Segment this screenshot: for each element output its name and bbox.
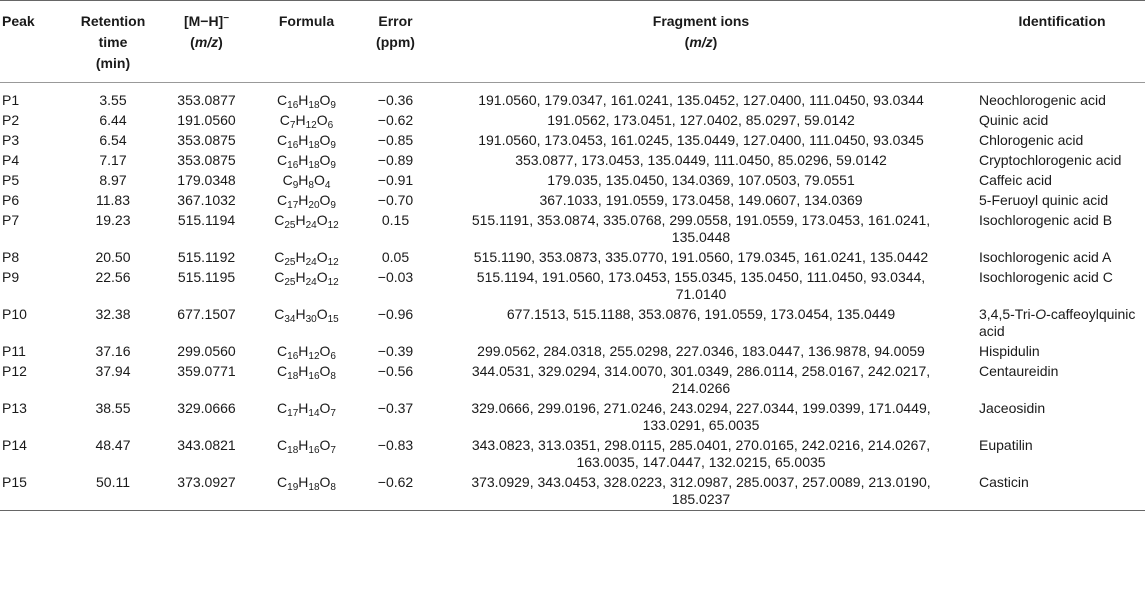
formula-element: O bbox=[319, 400, 331, 416]
cell-retention-time: 37.94 bbox=[95, 363, 131, 379]
cell-peak: P13 bbox=[2, 400, 27, 416]
cell-identification: Neochlorogenic acid bbox=[979, 92, 1106, 108]
cell-formula bbox=[255, 305, 358, 342]
fragment-ions-text: 329.0666, 299.0196, 271.0246, 243.0294, 227.0344, 199.0399, 171.0449, 133.0291, 65.0035 bbox=[471, 400, 931, 433]
formula-element: O bbox=[316, 249, 328, 265]
formula-element: C bbox=[277, 400, 288, 416]
cell-fragment-ions bbox=[433, 473, 969, 511]
cell-mass: 299.0560 bbox=[177, 343, 236, 359]
cell-fragment-ions bbox=[433, 305, 969, 342]
header-fragment-ions: Fragment ions (m/z) bbox=[652, 13, 750, 50]
header-row bbox=[0, 1, 1145, 83]
header-peak: Peak bbox=[2, 13, 35, 29]
fragment-ions-text: 373.0929, 343.0453, 328.0223, 312.0987, 285.0037, 257.0089, 213.0190, 185.0237 bbox=[471, 474, 931, 507]
cell-formula bbox=[255, 111, 358, 131]
formula-element: C bbox=[274, 212, 285, 228]
formula-element: H bbox=[295, 249, 306, 265]
formula-element: C bbox=[277, 363, 288, 379]
cell-peak: P14 bbox=[2, 437, 27, 453]
cell-peak: P1 bbox=[2, 92, 20, 108]
formula-element: C bbox=[277, 132, 288, 148]
table-row bbox=[0, 436, 1145, 473]
fragment-ions-text: 179.035, 135.0450, 134.0369, 107.0503, 79.0551 bbox=[547, 172, 855, 188]
cell-mass: 353.0875 bbox=[177, 152, 236, 168]
fragment-ions-text: 515.1190, 353.0873, 335.0770, 191.0560, 179.0345, 161.0241, 135.0442 bbox=[473, 249, 929, 265]
cell-identification: Caffeic acid bbox=[979, 172, 1052, 188]
formula-element: H bbox=[298, 400, 309, 416]
formula-subscript: 8 bbox=[330, 371, 336, 382]
formula-element: H bbox=[298, 437, 309, 453]
formula-subscript: 20 bbox=[308, 200, 320, 211]
header-rt-line3: (min) bbox=[95, 55, 131, 71]
formula-element: O bbox=[319, 192, 331, 208]
cell-error: −0.70 bbox=[377, 192, 414, 208]
cell-error: −0.36 bbox=[377, 92, 414, 108]
formula-element: C bbox=[274, 249, 285, 265]
cell-mass: 515.1192 bbox=[177, 249, 236, 265]
table-body bbox=[0, 83, 1145, 511]
formula-subscript: 9 bbox=[292, 180, 299, 191]
cell-mass: 329.0666 bbox=[177, 400, 236, 416]
table-row bbox=[0, 211, 1145, 248]
cell-identification bbox=[969, 305, 1145, 342]
formula-element: H bbox=[295, 269, 306, 285]
cell-mass: 367.1032 bbox=[177, 192, 236, 208]
cell-identification: Quinic acid bbox=[979, 112, 1049, 128]
cell-formula bbox=[255, 83, 358, 111]
cell-formula bbox=[255, 151, 358, 171]
formula-subscript: 16 bbox=[287, 160, 299, 171]
cell-peak: P8 bbox=[2, 249, 20, 265]
fragment-ions-text: 344.0531, 329.0294, 314.0070, 301.0349, 286.0114, 258.0167, 242.0217, 214.0266 bbox=[471, 363, 931, 396]
formula-subscript: 7 bbox=[330, 408, 336, 419]
formula-element: O bbox=[319, 152, 331, 168]
cell-retention-time: 7.17 bbox=[99, 152, 127, 168]
cell-mass: 343.0821 bbox=[177, 437, 236, 453]
formula-subscript: 6 bbox=[330, 351, 336, 362]
cell-peak: P12 bbox=[2, 363, 27, 379]
formula-subscript: 12 bbox=[305, 120, 317, 131]
formula-element: O bbox=[319, 92, 331, 108]
cell-fragment-ions bbox=[433, 151, 969, 171]
cell-fragment-ions bbox=[433, 436, 969, 473]
cell-error: −0.96 bbox=[377, 306, 414, 322]
cell-fragment-ions bbox=[433, 111, 969, 131]
cell-formula bbox=[255, 268, 358, 305]
formula-subscript: 9 bbox=[330, 100, 336, 111]
fragment-ions-text: 353.0877, 173.0453, 135.0449, 111.0450, 85.0296, 59.0142 bbox=[515, 152, 887, 168]
cell-formula bbox=[255, 436, 358, 473]
cell-error: −0.56 bbox=[377, 363, 414, 379]
header-mz-main: [M−H] bbox=[183, 13, 224, 29]
table-row bbox=[0, 111, 1145, 131]
fragment-ions-text: 515.1191, 353.0874, 335.0768, 299.0558, 191.0559, 173.0453, 161.0241, 135.0448 bbox=[471, 212, 931, 245]
cell-fragment-ions bbox=[433, 248, 969, 268]
formula-element: O bbox=[316, 112, 328, 128]
header-formula: Formula bbox=[278, 13, 335, 29]
formula-subscript: 16 bbox=[308, 445, 320, 456]
formula-element: O bbox=[319, 363, 331, 379]
formula-subscript: 16 bbox=[287, 351, 299, 362]
fragment-ions-text: 191.0560, 179.0347, 161.0241, 135.0452, 127.0400, 111.0450, 93.0344 bbox=[478, 92, 924, 108]
header-error-line1: Error bbox=[378, 13, 413, 29]
cell-retention-time: 22.56 bbox=[95, 269, 131, 285]
cell-mass: 359.0771 bbox=[177, 363, 236, 379]
header-error-line2: (ppm) bbox=[376, 34, 415, 50]
cell-fragment-ions bbox=[433, 131, 969, 151]
formula-element: O bbox=[319, 343, 331, 359]
cell-retention-time: 8.97 bbox=[99, 172, 127, 188]
cell-identification: Cryptochlorogenic acid bbox=[979, 152, 1122, 168]
formula-element: C bbox=[277, 474, 288, 490]
cell-identification: Isochlorogenic acid C bbox=[979, 269, 1113, 285]
formula-element: O bbox=[319, 132, 331, 148]
cell-identification: Hispidulin bbox=[979, 343, 1040, 359]
cell-error: −0.89 bbox=[377, 152, 414, 168]
cell-peak: P10 bbox=[2, 306, 27, 322]
cell-identification: Jaceosidin bbox=[979, 400, 1046, 416]
cell-identification: Isochlorogenic acid A bbox=[979, 249, 1112, 265]
cell-identification: Eupatilin bbox=[979, 437, 1033, 453]
cell-peak: P15 bbox=[2, 474, 27, 490]
cell-mass: 677.1507 bbox=[177, 306, 236, 322]
formula-subscript: 18 bbox=[308, 160, 320, 171]
cell-peak: P7 bbox=[2, 212, 20, 228]
cell-peak: P2 bbox=[2, 112, 20, 128]
table-row bbox=[0, 191, 1145, 211]
formula-element: H bbox=[298, 192, 309, 208]
formula-subscript: 15 bbox=[327, 314, 339, 325]
header-mz-sup: − bbox=[223, 13, 230, 24]
cell-identification: Casticin bbox=[979, 474, 1029, 490]
formula-element: O bbox=[319, 474, 331, 490]
cell-error: −0.39 bbox=[377, 343, 414, 359]
cell-peak: P5 bbox=[2, 172, 20, 188]
header-error bbox=[358, 1, 433, 83]
formula-element: C bbox=[277, 152, 288, 168]
formula-subscript: 25 bbox=[284, 277, 296, 288]
header-mass: [M−H]− (m/z) bbox=[183, 13, 230, 50]
formula-subscript: 17 bbox=[287, 200, 299, 211]
cell-retention-time: 11.83 bbox=[96, 192, 130, 208]
formula-subscript: 4 bbox=[324, 180, 331, 191]
formula-subscript: 12 bbox=[327, 220, 339, 231]
cell-error: −0.03 bbox=[377, 269, 414, 285]
cell-retention-time: 48.47 bbox=[95, 437, 131, 453]
cell-peak: P3 bbox=[2, 132, 20, 148]
formula-element: H bbox=[298, 152, 309, 168]
cell-formula bbox=[255, 342, 358, 362]
formula-subscript: 30 bbox=[305, 314, 317, 325]
formula-element: O bbox=[316, 306, 328, 322]
formula-subscript: 8 bbox=[308, 180, 314, 191]
formula-element: C bbox=[277, 343, 288, 359]
formula-subscript: 16 bbox=[287, 100, 299, 111]
table-row bbox=[0, 305, 1145, 342]
formula-element: O bbox=[319, 437, 331, 453]
table-row bbox=[0, 83, 1145, 111]
formula-subscript: 34 bbox=[284, 314, 296, 325]
formula-element: O bbox=[313, 172, 325, 188]
formula-element: C bbox=[277, 437, 288, 453]
table-row bbox=[0, 399, 1145, 436]
formula-subscript: 18 bbox=[308, 140, 320, 151]
formula-element: C bbox=[279, 112, 290, 128]
formula-subscript: 24 bbox=[305, 257, 317, 268]
cell-fragment-ions bbox=[433, 83, 969, 111]
formula-subscript: 17 bbox=[287, 408, 299, 419]
formula-element: H bbox=[298, 343, 309, 359]
formula-element: C bbox=[282, 172, 293, 188]
formula-subscript: 12 bbox=[327, 277, 339, 288]
cell-mass: 179.0348 bbox=[177, 172, 236, 188]
header-retention-time bbox=[68, 1, 158, 83]
formula-subscript: 7 bbox=[330, 445, 336, 456]
header-frag-unit: m/z bbox=[689, 34, 713, 50]
fragment-ions-text: 367.1033, 191.0559, 173.0458, 149.0607, 134.0369 bbox=[539, 192, 863, 208]
formula-subscript: 14 bbox=[308, 408, 320, 419]
cell-fragment-ions bbox=[433, 171, 969, 191]
cell-retention-time: 3.55 bbox=[99, 92, 127, 108]
identification-part: -caffeoylquinic acid bbox=[979, 306, 1136, 339]
formula-subscript: 12 bbox=[327, 257, 339, 268]
cell-fragment-ions bbox=[433, 191, 969, 211]
cell-fragment-ions bbox=[433, 342, 969, 362]
formula-subscript: 18 bbox=[308, 100, 320, 111]
formula-subscript: 18 bbox=[287, 371, 299, 382]
cell-peak: P6 bbox=[2, 192, 20, 208]
table-row bbox=[0, 131, 1145, 151]
formula-subscript: 24 bbox=[305, 220, 317, 231]
cell-retention-time: 6.44 bbox=[99, 112, 127, 128]
cell-error: −0.62 bbox=[377, 474, 414, 490]
formula-element: H bbox=[295, 306, 306, 322]
formula-element: H bbox=[298, 474, 309, 490]
cell-formula bbox=[255, 171, 358, 191]
table-row bbox=[0, 268, 1145, 305]
cell-peak: P9 bbox=[2, 269, 20, 285]
formula-subscript: 18 bbox=[287, 445, 299, 456]
cell-error: −0.91 bbox=[377, 172, 414, 188]
formula-element: O bbox=[316, 212, 328, 228]
header-rt-line1: Retention bbox=[80, 13, 146, 29]
cell-identification: 5-Feruoyl quinic acid bbox=[979, 192, 1109, 208]
fragment-ions-text: 343.0823, 313.0351, 298.0115, 285.0401, 270.0165, 242.0216, 214.0267, 163.0035, 147.0447, 132.0215, 65.0035 bbox=[471, 437, 931, 470]
formula-subscript: 7 bbox=[289, 120, 296, 131]
cell-formula bbox=[255, 473, 358, 511]
header-rt-line2: time bbox=[98, 34, 128, 50]
header-identification: Identification bbox=[1018, 13, 1106, 29]
formula-element: H bbox=[298, 132, 309, 148]
fragment-ions-text: 299.0562, 284.0318, 255.0298, 227.0346, 183.0447, 136.9878, 94.0059 bbox=[477, 343, 925, 359]
table-row bbox=[0, 342, 1145, 362]
cell-formula bbox=[255, 399, 358, 436]
formula-subscript: 24 bbox=[305, 277, 317, 288]
cell-mass: 515.1195 bbox=[177, 269, 236, 285]
formula-element: O bbox=[316, 269, 328, 285]
cell-mass: 515.1194 bbox=[177, 212, 236, 228]
cell-formula bbox=[255, 211, 358, 248]
cell-retention-time: 50.11 bbox=[96, 474, 130, 490]
formula-subscript: 25 bbox=[284, 257, 296, 268]
cell-identification: Isochlorogenic acid B bbox=[979, 212, 1113, 228]
formula-element: H bbox=[298, 363, 309, 379]
cell-retention-time: 20.50 bbox=[95, 249, 131, 265]
table-row bbox=[0, 473, 1145, 511]
formula-element: C bbox=[274, 306, 285, 322]
formula-subscript: 19 bbox=[287, 482, 299, 493]
formula-element: H bbox=[298, 172, 309, 188]
formula-element: H bbox=[295, 212, 306, 228]
cell-retention-time: 37.16 bbox=[95, 343, 131, 359]
header-frag-line1: Fragment ions bbox=[652, 13, 750, 29]
formula-element: H bbox=[295, 112, 306, 128]
identification-part: 3,4,5-Tri- bbox=[979, 306, 1036, 322]
formula-subscript: 12 bbox=[308, 351, 320, 362]
cell-formula bbox=[255, 248, 358, 268]
cell-peak: P4 bbox=[2, 152, 20, 168]
formula-subscript: 25 bbox=[284, 220, 296, 231]
cell-error: 0.15 bbox=[381, 212, 410, 228]
cell-mass: 191.0560 bbox=[177, 112, 236, 128]
cell-fragment-ions bbox=[433, 362, 969, 399]
formula-subscript: 6 bbox=[327, 120, 334, 131]
table-row bbox=[0, 151, 1145, 171]
cell-fragment-ions bbox=[433, 268, 969, 305]
cell-retention-time: 19.23 bbox=[95, 212, 131, 228]
formula-element: H bbox=[298, 92, 309, 108]
formula-subscript: 16 bbox=[308, 371, 320, 382]
cell-fragment-ions bbox=[433, 211, 969, 248]
cell-peak: P11 bbox=[2, 343, 26, 359]
cell-identification: Chlorogenic acid bbox=[979, 132, 1084, 148]
header-mz-unit: m/z bbox=[194, 34, 219, 50]
formula-subscript: 18 bbox=[308, 482, 320, 493]
cell-retention-time: 6.54 bbox=[99, 132, 127, 148]
formula-subscript: 8 bbox=[330, 482, 336, 493]
fragment-ions-text: 515.1194, 191.0560, 173.0453, 155.0345, 135.0450, 111.0450, 93.0344, 71.0140 bbox=[476, 269, 926, 302]
formula-subscript: 9 bbox=[330, 140, 336, 151]
cell-mass: 353.0875 bbox=[177, 132, 236, 148]
formula-subscript: 16 bbox=[287, 140, 299, 151]
cell-error: −0.85 bbox=[377, 132, 414, 148]
fragment-ions-text: 191.0560, 173.0453, 161.0245, 135.0449, 127.0400, 111.0450, 93.0345 bbox=[478, 132, 924, 148]
formula-element: C bbox=[274, 269, 285, 285]
cell-retention-time: 32.38 bbox=[95, 306, 131, 322]
fragment-ions-text: 677.1513, 515.1188, 353.0876, 191.0559, 173.0454, 135.0449 bbox=[506, 306, 896, 322]
cell-fragment-ions bbox=[433, 399, 969, 436]
fragment-ions-text: 191.0562, 173.0451, 127.0402, 85.0297, 59.0142 bbox=[547, 112, 855, 128]
formula-subscript: 9 bbox=[330, 160, 336, 171]
cell-error: −0.83 bbox=[377, 437, 414, 453]
cell-formula bbox=[255, 131, 358, 151]
formula-element: C bbox=[277, 92, 288, 108]
cell-mass: 373.0927 bbox=[177, 474, 236, 490]
cell-identification: Centaureidin bbox=[979, 363, 1059, 379]
identification-part: O bbox=[1035, 306, 1047, 322]
table-row bbox=[0, 171, 1145, 191]
cell-error: −0.37 bbox=[377, 400, 414, 416]
cell-error: −0.62 bbox=[377, 112, 414, 128]
cell-mass: 353.0877 bbox=[177, 92, 236, 108]
formula-element: C bbox=[277, 192, 288, 208]
cell-retention-time: 38.55 bbox=[95, 400, 131, 416]
formula-subscript: 9 bbox=[330, 200, 336, 211]
table-row bbox=[0, 362, 1145, 399]
cell-formula bbox=[255, 362, 358, 399]
cell-error: 0.05 bbox=[381, 249, 410, 265]
table-header bbox=[0, 1, 1145, 83]
table-row bbox=[0, 248, 1145, 268]
cell-formula bbox=[255, 191, 358, 211]
